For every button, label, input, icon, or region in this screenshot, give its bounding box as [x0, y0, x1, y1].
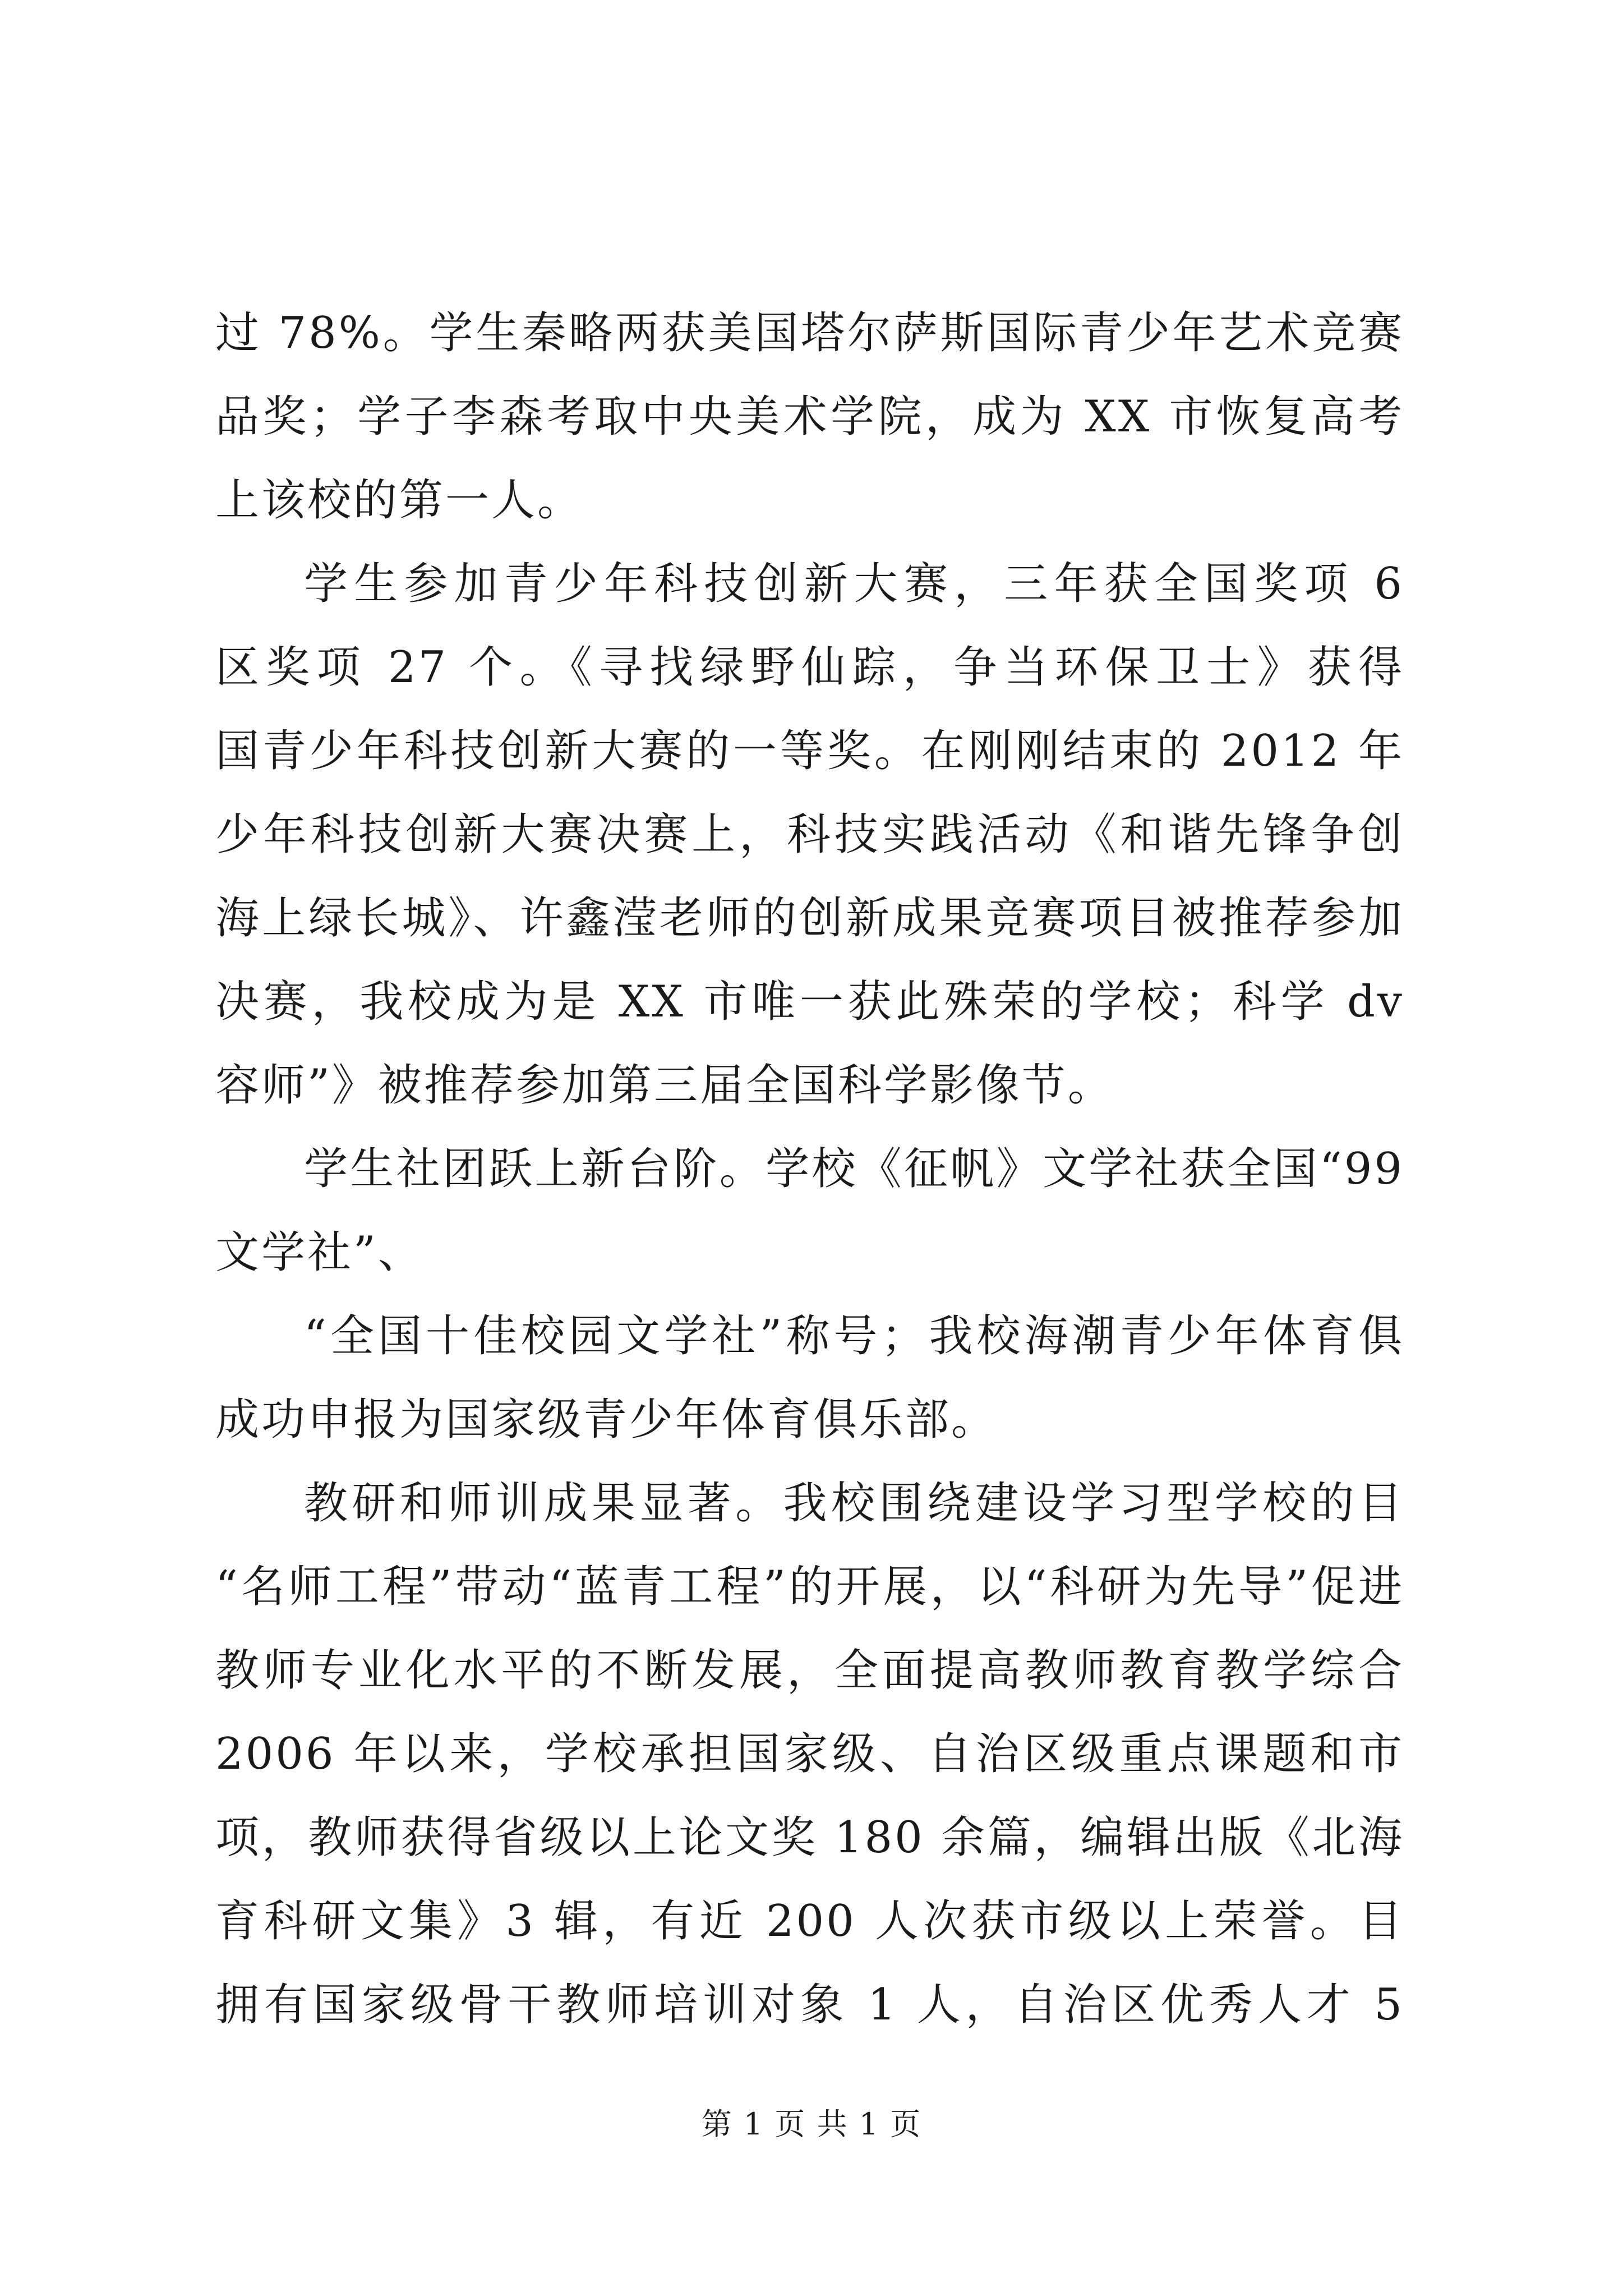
text-line: 容师”》被推荐参加第三届全国科学影像节。: [215, 1060, 1114, 1111]
text-line: 育科研文集》3 辑，有近 200 人次获市级以上荣誉。目: [215, 1896, 1404, 1947]
text-line: “名师工程”带动“蓝青工程”的开展，以“科研为先导”促进: [215, 1562, 1404, 1612]
text-line: 区奖项 27 个。《寻找绿野仙踪，争当环保卫士》获得: [215, 642, 1404, 693]
text-line: 文学社”、: [215, 1227, 424, 1278]
text-line: 2006 年以来，学校承担国家级、自治区级重点课题和市: [215, 1729, 1404, 1779]
text-line: 少年科技创新大赛决赛上，科技实践活动《和谐先锋争创: [215, 809, 1404, 860]
text-line: 上该校的第一人。: [215, 475, 584, 526]
text-line: 教师专业化水平的不断发展，全面提高教师教育教学综合: [215, 1645, 1404, 1696]
paragraph-start-line: “全国十佳校园文学社”称号；我校海潮青少年体育俱: [304, 1311, 1404, 1361]
text-line: 拥有国家级骨干教师培训对象 1 人，自治区优秀人才 5: [215, 1980, 1404, 2030]
text-line: 成功申报为国家级青少年体育俱乐部。: [215, 1395, 998, 1445]
text-line: 决赛，我校成为是 XX 市唯一获此殊荣的学校；科学 dv: [215, 977, 1404, 1027]
text-line: 海上绿长城》、许鑫滢老师的创新成果竞赛项目被推荐参加: [215, 893, 1404, 944]
paragraph-start-line: 学生参加青少年科技创新大赛，三年获全国奖项 6: [304, 559, 1404, 609]
page-number-footer: 第 1 页 共 1 页: [701, 2106, 922, 2142]
paragraph-start-line: 教研和师训成果显著。我校围绕建设学习型学校的目: [304, 1478, 1404, 1529]
paragraph-start-line: 学生社团跃上新台阶。学校《征帆》文学社获全国“99: [304, 1144, 1404, 1194]
text-line: 项，教师获得省级以上论文奖 180 余篇，编辑出版《北海: [215, 1812, 1404, 1863]
text-line: 品奖；学子李森考取中央美术学院，成为 XX 市恢复高考: [215, 392, 1404, 442]
text-line: 国青少年科技创新大赛的一等奖。在刚刚结束的 2012 年: [215, 726, 1404, 776]
document-body: [215, 292, 1404, 2047]
text-line: 过 78%。学生秦略两获美国塔尔萨斯国际青少年艺术竞赛: [215, 308, 1404, 358]
